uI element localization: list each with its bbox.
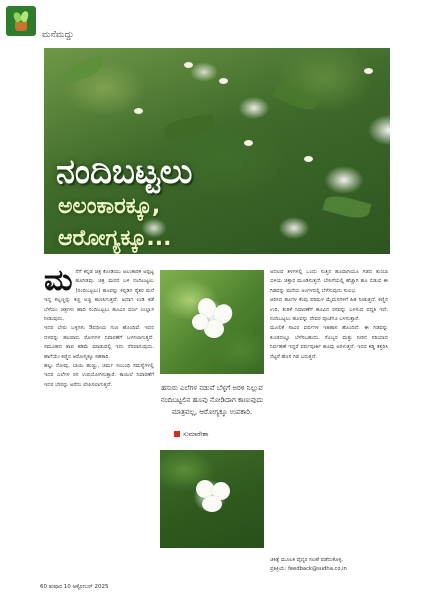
leaf-shape [272,80,319,115]
flower-petal [202,496,222,512]
paragraph: ಆರಿಸಿದ ಹೂಗಳ ಕೆಂಪು ಪರಿಮಳ ಮೈಮನಗಳಿಗೆ ಹಿತ ನೀಡುತ್ತದೆ. ಕಣ್ಣಿನ ಉರಿ, ತುರಿಕೆ ನಿವಾರಣೆಗೆ ಹೂವಿನ ರಸವನ್ನು ಬಳಸುವ ಪದ್ಧತಿ ಇದೆ. ನಂದಿಬಟ್ಟಲು ಹೂವನ್ನು ದೇವರ ಪೂಜೆಗೂ ಬಳಸುತ್ತಾರೆ. [270,297,388,323]
page-footer: 60 ತುಷಾರ 10 ಅಕ್ಟೋಬರ್ 2025 [40,584,109,590]
flower-bud [219,78,228,84]
article-column-left [44,263,154,390]
flower-bud [244,140,253,146]
article-column-right [270,268,388,362]
plant-pot-icon [15,22,27,31]
leaf-shape [163,114,215,140]
section-title: ಮನೆಮದ್ದು [42,30,74,40]
flower-bud [304,156,313,162]
flower-bud [134,108,143,114]
paragraph: ಮೂಲಿಕೆ ಸಾವಿರ ವರ್ಷಗಳ ಇತಿಹಾಸ ಹೊಂದಿದೆ. ಈ ಗಿಡವನ್ನು ಕುಂಡದಲ್ಲೂ ಬೆಳೆಸಬಹುದು. ಗೊಬ್ಬರ ಮತ್ತು ನೀರಿನ ಸರಿಯಾದ ನಿರ್ವಹಣೆ ಇದ್ದರೆ ವರ್ಷಪೂರ್ತಿ ಹೂವು ಅರಳುತ್ತದೆ. ಇದರ ಕಡ್ಡಿ ಕತ್ತರಿಸಿ ನೆಟ್ಟರೆ ಹೊಸ ಗಿಡ ಬರುತ್ತದೆ. [270,325,388,360]
flower-photo-bottom [160,450,264,548]
flower-bud [364,68,373,74]
closing-note: ಚಿಕಿತ್ಸೆ ಮೂಲಕ ವೈದ್ಯರ ಸಲಹೆ ಪಡೆದುಕೊಳ್ಳಿ. [270,557,344,563]
section-logo [6,6,36,36]
hero-image [44,48,390,254]
paragraph: ಇದರ ಬೇರು ಬಳ್ಳಿಗಳು ಔಷಧೀಯ ಗುಣ ಹೊಂದಿವೆ. ಇದರ ದಳವನ್ನು ಹಲವಾರು ರೋಗಗಳ ನಿವಾರಣೆಗೆ ಬಳಸಲಾಗುತ್ತದೆ. ಸಮೂಹದ ತಾಪ ಕಡಿಮೆ ಮಾಡುವಲ್ಲಿ ಇದು ನೆರವಾಗುವುದು. ಹಾಗೆಯೇ ಕಣ್ಣಿನ ಆರೋಗ್ಯಕ್ಕೂ ಸಹಕಾರಿ. [44,325,154,360]
drop-cap: ಮ [44,263,73,298]
subheadline-line-1: ಅಲಂಕಾರಕ್ಕೂ, [58,194,161,219]
byline-marker-icon [174,431,180,437]
paragraph: ಹಲ್ಲು ನೋವು, ಬಾಯಿ ಹುಣ್ಣು, ಚರ್ಮ ಸಂಬಂಧಿ ಸಮಸ್ಯೆಗಳಲ್ಲಿ ಇದರ ಎಲೆಗಳ ರಸ ಉಪಯೋಗಿಸುತ್ತಾರೆ. ಕಾಯಿಲೆ ನಿವಾರಣೆಗೆ ಇದರ ಬೇರನ್ನು ಅರೆದು ಲೇಪಿಸಲಾಗುತ್ತದೆ. [44,363,154,388]
feedback-email[interactable]: ಪ್ರತಿಕ್ರಿಯೆ: feedback@sudha.co.in [270,566,347,572]
sprout-leaf-icon [19,10,29,23]
author-byline [174,430,208,439]
flower-bud [184,62,193,68]
paragraph: ಅದಲವ ತಳಗಳಲ್ಲಿ ಒಂದು ಸುತ್ತಿನ ಹೂವಾಗಿಯೂ ಗಿಡದ ತುಂಬಾ ಬಿಳಿಯ ಚಿತ್ತಾರ ಮೂಡಿಸುತ್ತದೆ. ಬೇಸಿಗೆಯಲ್ಲಿ ಹೆಚ್ಚಾಗಿ ಹೂ ಬಿಡುವ ಈ ಗಿಡವನ್ನು ಮನೆಯ ಅಂಗಳದಲ್ಲಿ ಬೆಳೆಸುವುದು ಸುಲಭ. [270,269,388,294]
article-closing [270,556,388,574]
flower-petal [192,314,208,330]
photo-caption: ಹಸುರು ಎಲೆಗಳ ನಡುವೆ ಬೆಳ್ಳಗೆ ಅರಳಿ ನಿಲ್ಲುವ ನಂದಿಬಟ್ಟಲಿನ ಹೂವು ನೋಡಿದಾಗ ಕಾಣುವುದು ಮಾತ್ರವಲ್ಲ, ಆರೋಗ್ಯಕ್ಕೂ ಉಪಕಾರಿ. [160,384,264,416]
subheadline-line-2: ಆರೋಗ್ಯಕ್ಕೂ... [58,226,172,251]
author-name: ಸುಮಾರೇಶಾ [183,430,209,438]
flower-photo-top [160,270,264,374]
paragraph: ನೆಗೆ ಕನ್ನಡ ಚಿತ್ರ ಕೋಡಿಯು ಅಲಂಕಾರಿಕ ಅಪ್ಪಟ್ಟ ಹೂಗಿಡವು. ಚಿತ್ರ ಮರದ ಬಳಿ ನಂದಿಬಟ್ಟಲು (ನಂದಿಬಟ್ಟಲು) ಹೂವನ್ನು ಕನ್ನಡಿಗ ರೈತರ ಮನೆ ಇದ್ದ ಕಲ್ಲಣ್ಣನ್ನು ಕಚ್ಚಿ ಅಚ್ಚಿ ಕಾಣಸಿಗುತ್ತದೆ. ಅದಾಗ ಉಡಿ ಕಡೆ ಬೆಳೆಯು ಚಿತ್ರಗಳು ಹಾದಿ ನಂದಿಬಟ್ಟಲು ಹೂವಿನ ವರ್ಣ ಉಲ್ಲಾಸ ನೀಡುವುದು. [44,269,154,323]
leaf-shape [322,192,371,221]
leaf-shape [62,56,105,85]
headline: ನಂದಿಬಟ್ಟಲು [56,152,193,192]
